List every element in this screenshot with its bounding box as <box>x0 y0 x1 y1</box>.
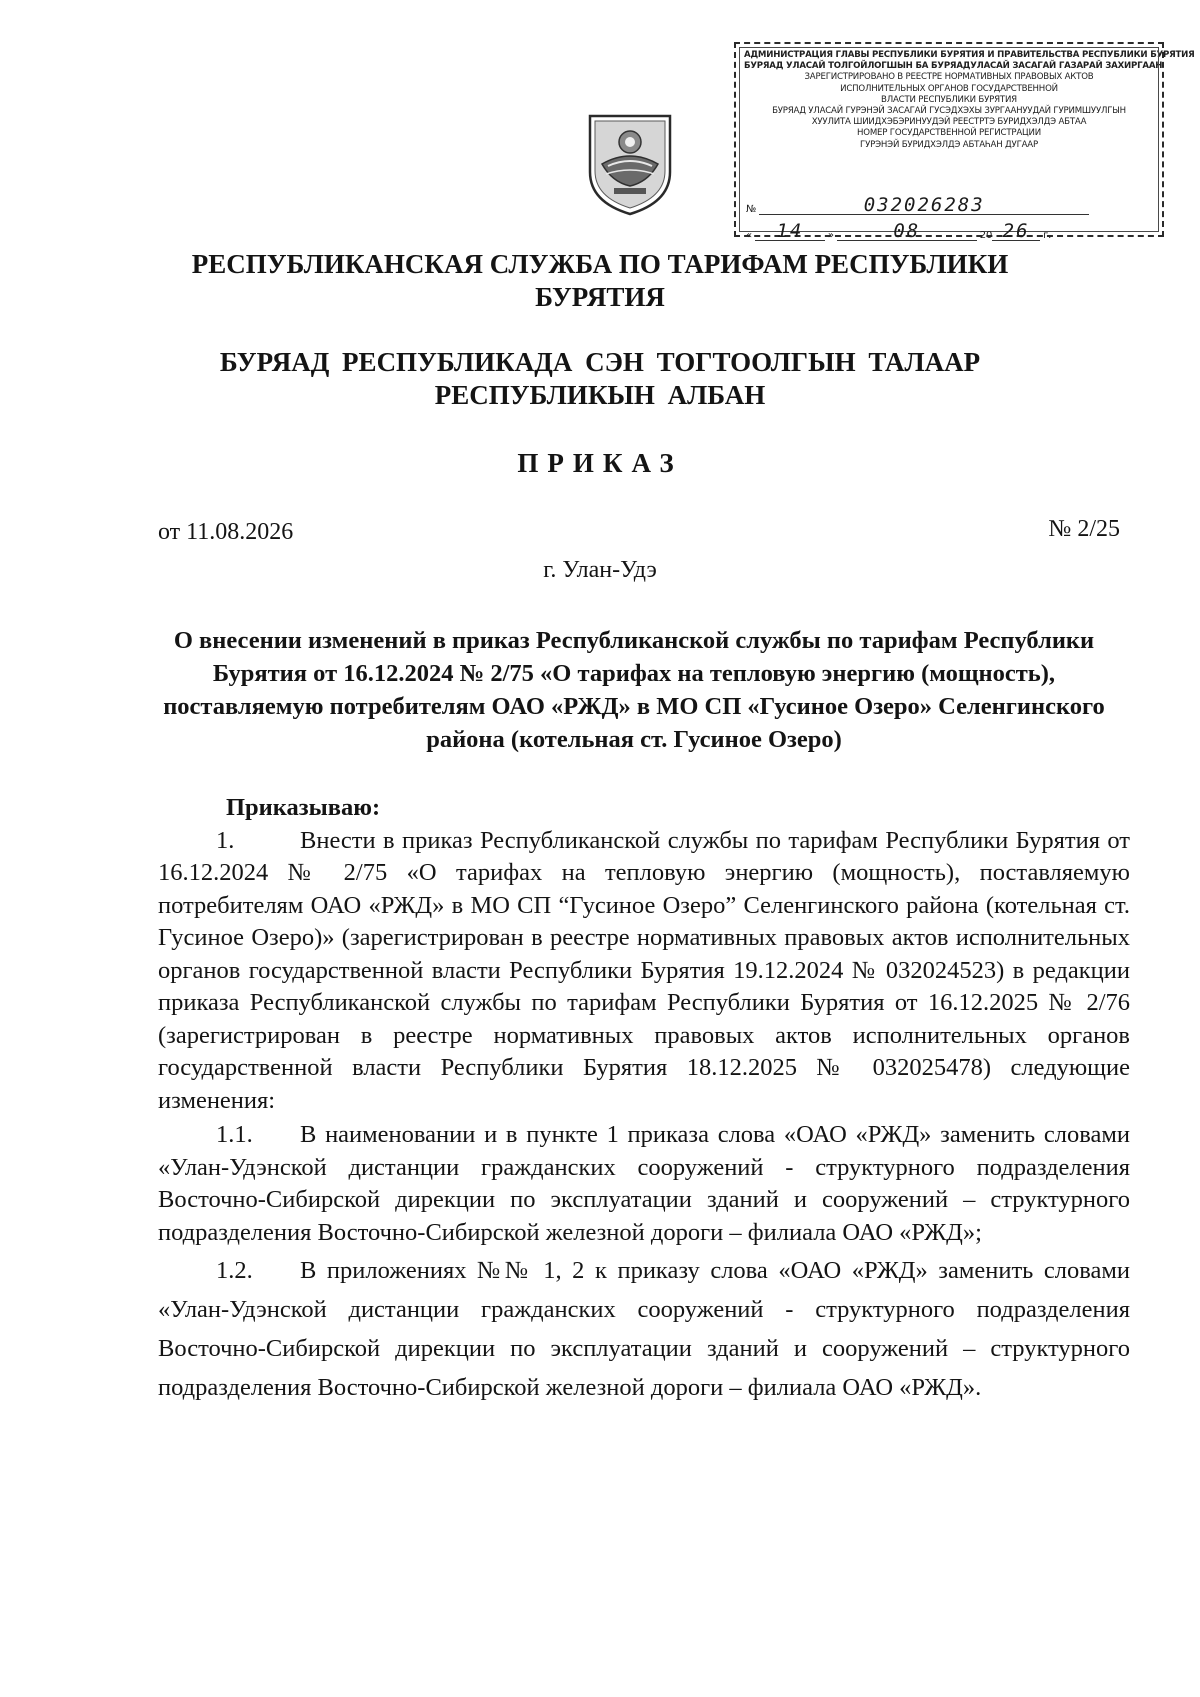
registration-stamp <box>734 42 1195 242</box>
order-item-number: 1. <box>216 826 235 854</box>
order-item <box>158 1251 1130 1407</box>
stamp-number-value: 032026283 <box>759 196 1089 215</box>
organization-name-bua <box>0 346 1200 412</box>
organization-name-bua-text: БУРЯАД РЕСПУБЛИКАДА СЭН ТОГТООЛГЫН ТАЛААР РЕСПУБЛИКЫН АЛБАН <box>219 347 981 410</box>
stamp-date-month: 08 <box>837 222 977 241</box>
stamp-line: НОМЕР ГОСУДАРСТВЕННОЙ РЕГИСТРАЦИИ <box>857 128 1041 139</box>
stamp-date-close-quote: » <box>827 229 834 241</box>
document-city: г. Улан-Удэ <box>543 557 657 583</box>
document-date: от 11.08.2026 <box>158 519 294 545</box>
document-body <box>158 792 1130 1407</box>
stamp-line: ИСПОЛНИТЕЛЬНЫХ ОРГАНОВ ГОСУДАРСТВЕННОЙ <box>840 83 1058 94</box>
coat-of-arms-icon <box>584 112 676 216</box>
stamp-line: ЗАРЕГИСТРИРОВАНО В РЕЕСТРЕ НОРМАТИВНЫХ ПРАВОВЫХ АКТОВ <box>804 72 1094 83</box>
organization-name-ru <box>0 248 1200 314</box>
stamp-date-open-quote: « <box>746 229 752 241</box>
order-item-number: 1.1. <box>216 1121 253 1148</box>
stamp-date-year-suffix: 26 <box>992 222 1040 241</box>
stamp-line: АДМИНИСТРАЦИЯ ГЛАВЫ РЕСПУБЛИКИ БУРЯТИЯ И ПРАВИТЕЛЬСТВА РЕСПУБЛИКИ БУРЯТИЯ <box>744 50 1195 60</box>
order-item-text: Внести в приказ Республиканской службы по тарифам Республики Бурятия от 16.12.2024 № 2/75 «О тарифах на тепловую энергию (мощность), поставляемую потребителям ОАО «РЖД» в МО СП “Гусиное Озеро” Селенгинского района (котельная ст. Гусиное Озеро)» (зарегистрирован в реестре нормативных правовых актов исполнительных органов государственной власти Республики Бурятия 19.12.2024 № 032024523) в редакции приказа Республиканской службы по тарифам Республики Бурятия от 16.12.2025 № 2/76 (зарегистрирован в реестре нормативных правовых актов исполнительных органов государственной власти Республики Бурятия 18.12.2025 № 032025478) следующие изменения: <box>158 826 1130 1114</box>
order-item <box>158 825 1130 1118</box>
organization-name-ru-text: РЕСПУБЛИКАНСКАЯ СЛУЖБА ПО ТАРИФАМ РЕСПУБЛИКИ БУРЯТИЯ <box>191 249 1009 312</box>
stamp-date-row <box>746 222 1152 241</box>
stamp-line: ХУУЛИТА ШИИДХЭБЭРИНУУДЭЙ РЕЕСТРТЭ БУРИДХЭЛДЭ АБТАА <box>811 117 1087 128</box>
document-type: ПРИКАЗ <box>517 448 683 478</box>
stamp-date-year-unit: г. <box>1043 229 1052 241</box>
order-item-number: 1.2. <box>216 1257 253 1284</box>
stamp-line: БУРЯАД УЛАСАЙ ТОЛГОЙЛОГШЫН БА БУРЯАДУЛАСАЙ ЗАСАГАЙ ГАЗАРАЙ ЗАХИРГААН <box>744 61 1163 72</box>
order-item-text: В наименовании и в пункте 1 приказа слова «ОАО «РЖД» заменить словами «Улан-Удэнской дистанции гражданских сооружений - структурного подразделения Восточно-Сибирской дирекции по эксплуатации зданий и сооружений – структурного подразделения Восточно-Сибирской железной дороги – филиала ОАО «РЖД»; <box>158 1121 1130 1246</box>
document-number: № 2/25 <box>1048 516 1120 542</box>
order-word: Приказываю: <box>226 794 381 821</box>
stamp-line: БУРЯАД УЛАСАЙ ГУРЭНЭЙ ЗАСАГАЙ ГУСЭДХЭХЫ ЗУРГААНУУДАЙ ГУРИМШУУЛГЫН <box>772 106 1126 117</box>
order-item-text: В приложениях №№ 1, 2 к приказу слова «ОАО «РЖД» заменить словами «Улан-Удэнской дистанции гражданских сооружений - структурного подразделения Восточно-Сибирской дирекции по эксплуатации зданий и сооружений – структурного подразделения Восточно-Сибирской железной дороги – филиала ОАО «РЖД». <box>158 1257 1130 1401</box>
stamp-line: ГУРЭНЭЙ БУРИДХЭЛДЭ АБТАҺАН ДУГААР <box>860 139 1038 150</box>
stamp-date-year-prefix: 20 <box>979 229 993 241</box>
stamp-date-day: 14 <box>755 222 825 241</box>
document-title: О внесении изменений в приказ Республиканской службы по тарифам Республики Бурятия от 16.12.2024 № 2/75 «О тарифах на тепловую энергию (мощность), поставляемую потребителям ОАО «РЖД» в МО СП «Гусиное Озеро» Селенгинского района (котельная ст. Гусиное Озеро) <box>163 627 1105 753</box>
stamp-number-label: № <box>746 203 757 215</box>
stamp-line: ВЛАСТИ РЕСПУБЛИКИ БУРЯТИЯ <box>881 94 1017 105</box>
stamp-number-row <box>746 196 1152 215</box>
order-item <box>158 1119 1130 1249</box>
